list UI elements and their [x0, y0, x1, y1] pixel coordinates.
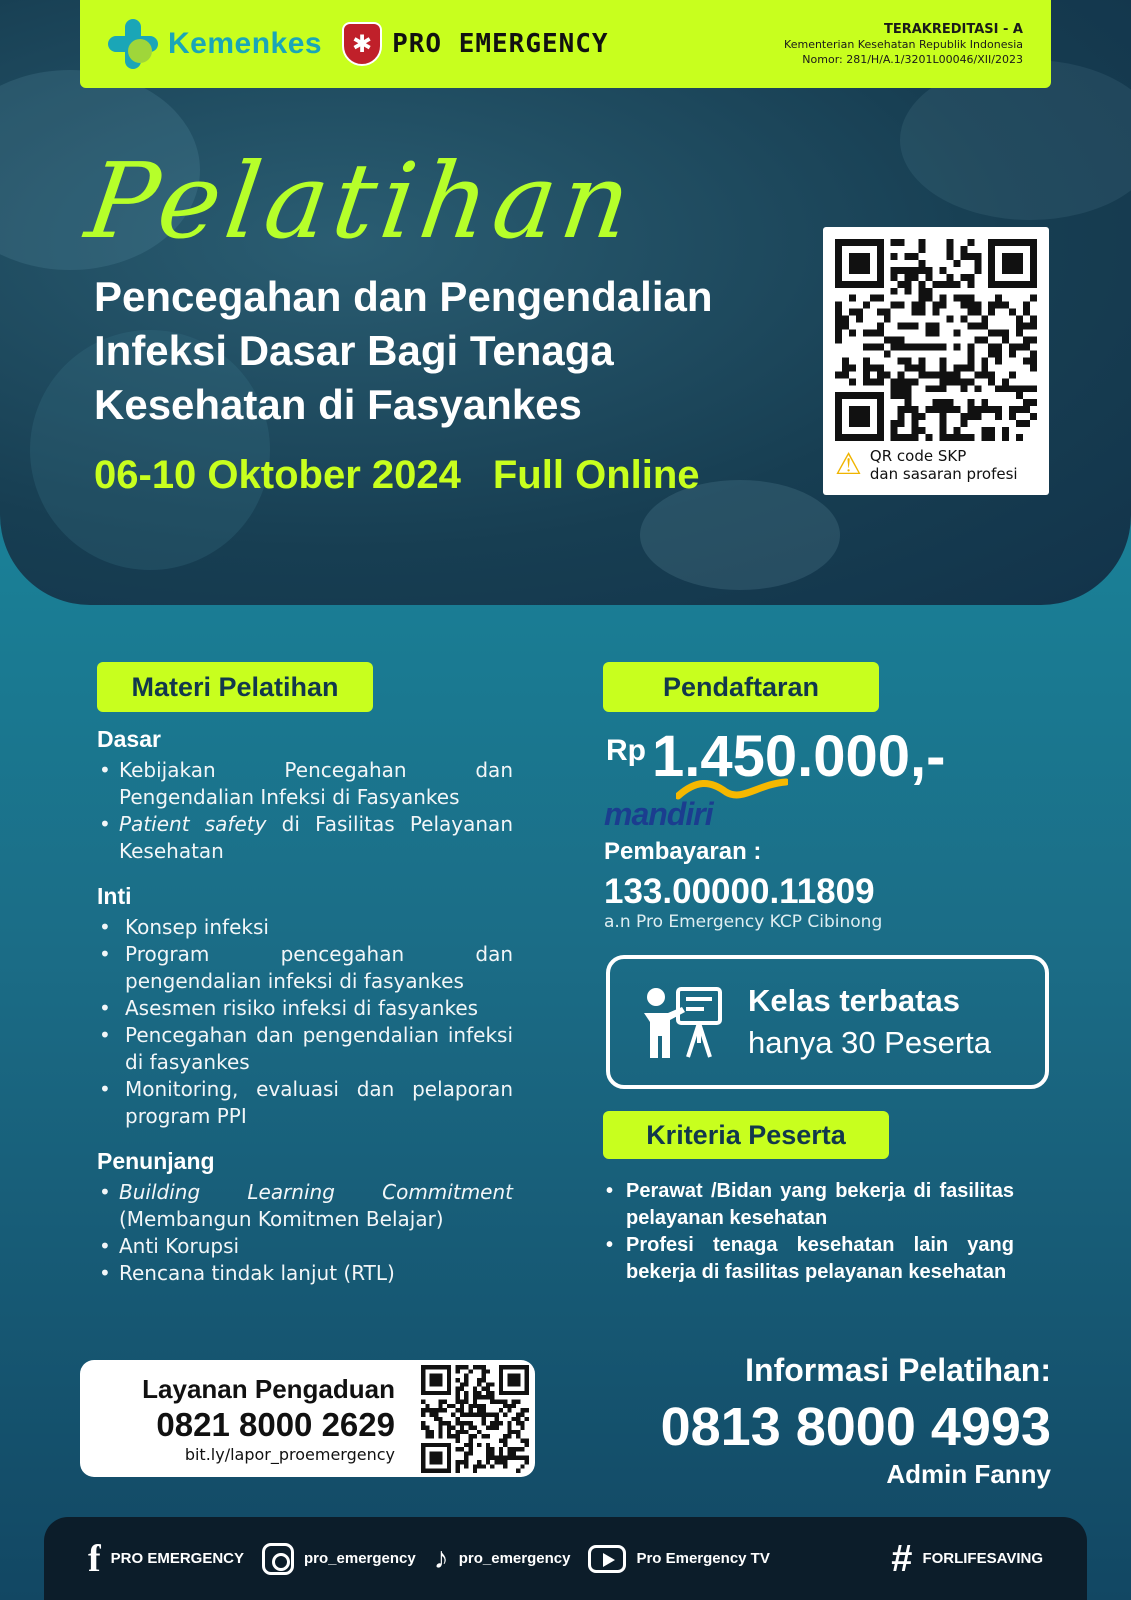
complaint-title: Layanan Pengaduan [142, 1373, 395, 1404]
pro-emergency-wordmark: PRO EMERGENCY [392, 29, 609, 59]
list-item: • Pencegahan dan pengendalian infeksi di fasyankes [97, 1022, 513, 1076]
facebook-link[interactable] [88, 1537, 245, 1580]
event-mode: Full Online [492, 453, 700, 497]
account-name: a.n Pro Emergency KCP Cibinong [604, 912, 883, 932]
info-contact: Admin Fanny [886, 1459, 1051, 1489]
page-title [94, 270, 814, 432]
kriteria-list [606, 1178, 1014, 1286]
materi-group-inti [97, 883, 513, 1130]
skp-qr-code[interactable] [835, 239, 1037, 441]
kemenkes-icon [108, 19, 158, 69]
youtube-link[interactable] [588, 1545, 769, 1573]
star-of-life-icon: ✱ [342, 22, 382, 66]
list-item: • Monitoring, evaluasi dan pelaporan program PPI [97, 1076, 513, 1130]
title-line: Kesehatan di Fasyankes [94, 381, 582, 428]
materi-group-dasar [97, 726, 513, 865]
tiktok-link[interactable] [433, 1541, 571, 1575]
list-item: • Perawat /Bidan yang bekerja di fasilitas pelayanan kesehatan [606, 1178, 1014, 1232]
list-item: • Konsep infeksi [97, 914, 513, 941]
presentation-teacher-icon [642, 985, 724, 1059]
class-limit-box [606, 955, 1049, 1089]
kriteria-heading: Kriteria Peserta [603, 1111, 889, 1159]
script-title: Pelatihan [79, 140, 644, 262]
pro-emergency-logo [342, 22, 609, 66]
qr-caption-line: dan sasaran profesi [869, 465, 1018, 483]
kemenkes-wordmark: Kemenkes [168, 27, 323, 60]
price-amount: 1.450.000,- [652, 724, 946, 789]
info-block [661, 1352, 1051, 1490]
list-item: • Anti Korupsi [97, 1233, 513, 1260]
info-phone[interactable]: 0813 8000 4993 [660, 1397, 1051, 1457]
hashtag[interactable] [891, 1537, 1043, 1580]
event-date: 06-10 Oktober 2024 [94, 453, 461, 497]
accreditation-title: TERAKREDITASI - A [883, 21, 1023, 37]
list-item-italic: Patient safety [119, 812, 267, 836]
youtube-icon [588, 1545, 626, 1573]
tiktok-handle: pro_emergency [458, 1550, 571, 1567]
complaint-phone[interactable]: 0821 8000 2629 [156, 1405, 395, 1443]
qr-caption [835, 447, 1037, 483]
group-title: Penunjang [97, 1148, 215, 1174]
materi-group-penunjang [97, 1148, 513, 1287]
tiktok-icon: ♪ [433, 1541, 449, 1575]
social-footer [44, 1517, 1087, 1600]
list-item-text: di Fasilitas Pelayanan Kesehatan [119, 812, 513, 863]
list-item-text: (Membangun Komitmen Belajar) [119, 1207, 444, 1231]
list-item: • Profesi tenaga kesehatan lain yang bekerja di fasilitas pelayanan kesehatan [606, 1232, 1014, 1286]
group-title: Dasar [97, 726, 161, 752]
instagram-icon [262, 1543, 294, 1575]
title-line: Infeksi Dasar Bagi Tenaga [94, 327, 614, 374]
title-line: Pencegahan dan Pengendalian [94, 273, 713, 320]
instagram-handle: pro_emergency [304, 1550, 416, 1567]
group-title: Inti [97, 883, 132, 909]
list-item [97, 1179, 513, 1233]
instagram-link[interactable] [262, 1543, 416, 1575]
currency: Rp [606, 734, 646, 767]
hashtag-text: FORLIFESAVING [922, 1550, 1043, 1567]
pendaftaran-heading: Pendaftaran [603, 662, 879, 712]
materi-heading: Materi Pelatihan [97, 662, 373, 712]
list-item: • Kebijakan Pencegahan dan Pengendalian Infeksi di Fasyankes [97, 757, 513, 811]
list-item: • Asesmen risiko infeksi di fasyankes [97, 995, 513, 1022]
header-bar [80, 0, 1051, 88]
list-item: • Program pencegahan dan pengendalian infeksi di fasyankes [97, 941, 513, 995]
class-limit-title: Kelas terbatas [748, 983, 960, 1018]
hashtag-icon: # [891, 1537, 913, 1580]
mandiri-logo: mandiri [604, 796, 713, 832]
skp-qr-card[interactable] [823, 227, 1049, 495]
youtube-handle: Pro Emergency TV [636, 1550, 770, 1567]
class-limit-detail: hanya 30 Peserta [748, 1025, 992, 1060]
accreditation-org: Kementerian Kesehatan Republik Indonesia [784, 37, 1023, 51]
complaint-link[interactable]: bit.ly/lapor_proemergency [184, 1444, 395, 1464]
qr-caption-line: QR code SKP [869, 447, 967, 465]
facebook-handle: PRO EMERGENCY [110, 1550, 245, 1567]
list-item-italic: Building Learning Commitment [119, 1180, 513, 1204]
event-schedule [94, 453, 700, 498]
complaint-card[interactable] [80, 1360, 535, 1477]
facebook-icon: f [88, 1537, 101, 1580]
accreditation-number: Nomor: 281/H/A.1/3201L00046/XII/2023 [802, 52, 1023, 66]
accreditation-block [784, 22, 1023, 67]
account-number: 133.00000.11809 [604, 872, 875, 911]
payment-label: Pembayaran : [604, 838, 762, 865]
warning-icon: ⚠ [835, 447, 862, 482]
list-item: • Rencana tindak lanjut (RTL) [97, 1260, 513, 1287]
list-item [97, 811, 513, 865]
kemenkes-logo [108, 19, 322, 69]
complaint-qr-code[interactable] [421, 1365, 529, 1473]
info-title: Informasi Pelatihan: [745, 1352, 1051, 1388]
materi-list [97, 726, 513, 1305]
